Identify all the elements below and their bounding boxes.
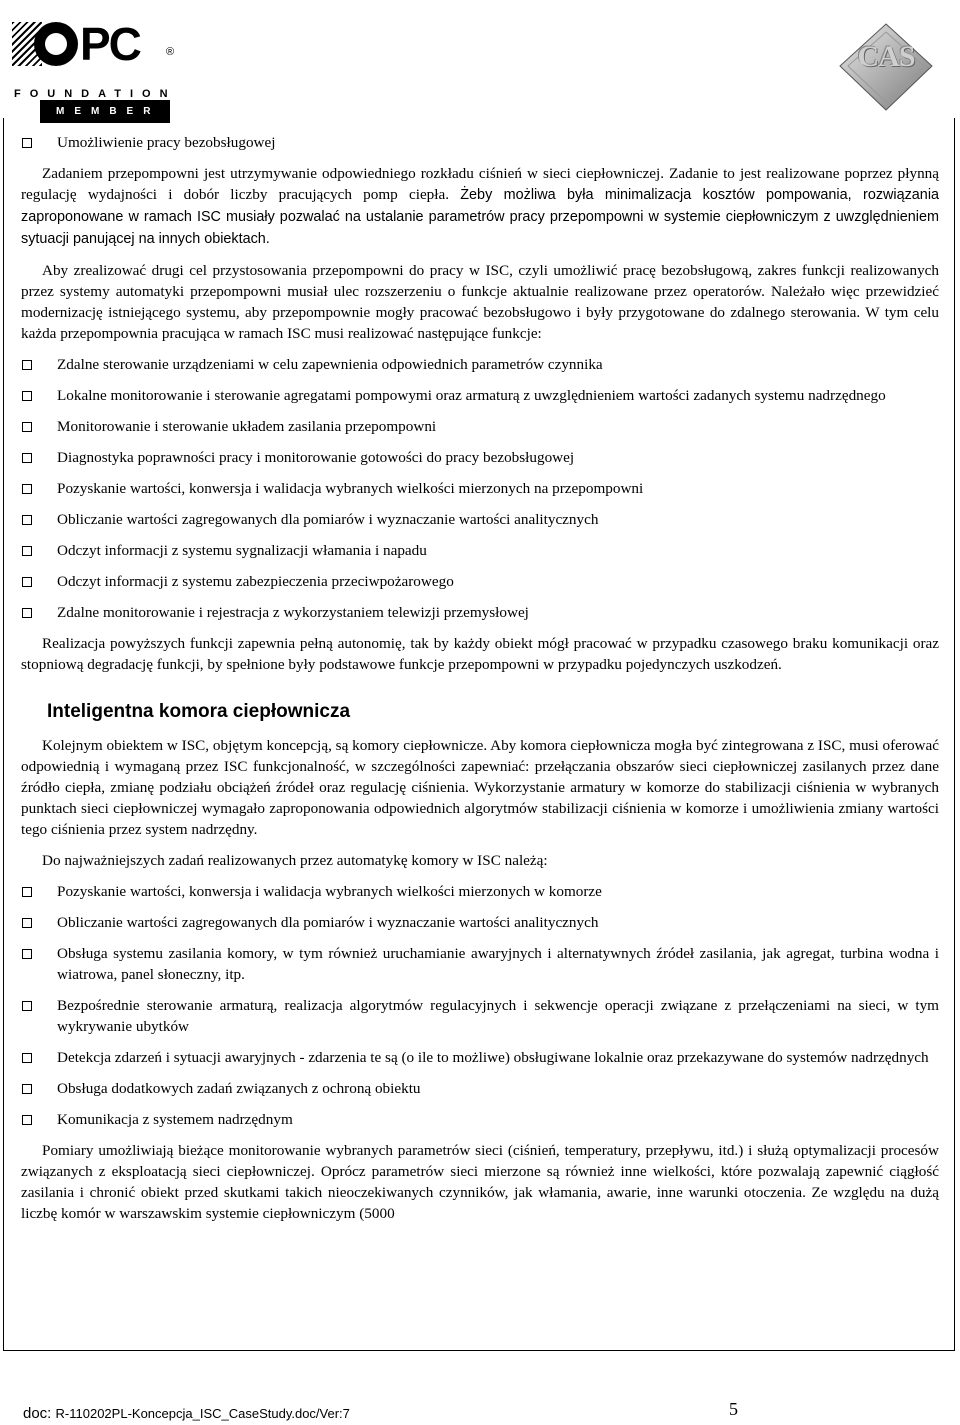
registered-mark: ® — [166, 46, 175, 58]
opc-foundation-logo — [12, 18, 177, 117]
checkbox-bullet-icon — [22, 1115, 32, 1125]
checkbox-bullet-icon — [22, 608, 32, 618]
list-item: Odczyt informacji z systemu sygnalizacji włamania i napadu — [21, 540, 939, 561]
checkbox-bullet-icon — [22, 515, 32, 525]
checkbox-bullet-icon — [22, 1084, 32, 1094]
document-body — [21, 132, 939, 1224]
list-item: Detekcja zdarzeń i sytuacji awaryjnych - zdarzenia te są (o ile to możliwe) obsługiwane lokalnie oraz przekazywane do systemów nadrzędnych — [21, 1047, 939, 1068]
list-item: Lokalne monitorowanie i sterowanie agregatami pompowymi oraz armaturą z uwzględnieniem wartości zadanych systemu nadrzędnego — [21, 385, 939, 406]
paragraph: Realizacja powyższych funkcji zapewnia pełną autonomię, tak by każdy obiekt mógł pracować w przypadku czasowego braku komunikacji oraz stopniową degradację funkcji, by spełnione były podstawowe funkcje przepompowni w przypadku pojedynczych uszkodzeń. — [21, 635, 939, 673]
section-heading: Inteligentna komora ciepłownicza — [47, 701, 351, 722]
paragraph: Kolejnym obiektem w ISC, objętym koncepcją, są komory ciepłownicze. Aby komora ciepłownicza mogła być zintegrowana z ISC, musi oferować odpowiednią i wymaganą przez ISC funkcjonalność, w szczególności zapewniać: przełączania obszarów sieci ciepłowniczej zasilanych przez dane źródło ciepła, zmianę podziału obciążeń źródeł oraz regulację ciśnienia. Wykorzystanie armatury w komorze do stabilizacji ciśnienia w wybranych punktach sieci ciepłowniczej wymagało zaproponowania odpowiednich algorytmów stabilizacji ciśnienia w komorze i umożliwienia zmiany wartości tego ciśnienia przez system nadrzędny. — [21, 737, 939, 838]
cas-logo — [836, 22, 936, 112]
opc-o-circle-icon — [34, 22, 78, 66]
checkbox-bullet-icon — [22, 453, 32, 463]
list-item: Obsługa systemu zasilania komory, w tym również uruchamianie awaryjnych i alternatywnych źródeł zasilania, jak agregat, turbina wodna i wiatrowa, panel słoneczny, itp. — [21, 943, 939, 985]
list-item: Diagnostyka poprawności pracy i monitorowanie gotowości do pracy bezobsługowej — [21, 447, 939, 468]
checkbox-bullet-icon — [22, 546, 32, 556]
page-number: 5 — [729, 1399, 738, 1419]
checkbox-bullet-icon — [22, 422, 32, 432]
list-item: Komunikacja z systemem nadrzędnym — [21, 1109, 939, 1130]
list-item: Obliczanie wartości zagregowanych dla pomiarów i wyznaczanie wartości analitycznych — [21, 912, 939, 933]
page-header — [0, 0, 960, 118]
functions-list — [21, 354, 939, 623]
checkbox-bullet-icon — [22, 484, 32, 494]
opc-foundation-text: FOUNDATION — [14, 88, 177, 100]
checkbox-bullet-icon — [22, 1001, 32, 1011]
checkbox-bullet-icon — [22, 1053, 32, 1063]
checkbox-bullet-icon — [22, 887, 32, 897]
list-item: Pozyskanie wartości, konwersja i walidacja wybranych wielkości mierzonych w komorze — [21, 881, 939, 902]
tasks-list — [21, 881, 939, 1130]
list-item: Obsługa dodatkowych zadań związanych z ochroną obiektu — [21, 1078, 939, 1099]
checkbox-bullet-icon — [22, 360, 32, 370]
list-item: Zdalne sterowanie urządzeniami w celu zapewnienia odpowiednich parametrów czynnika — [21, 354, 939, 375]
doc-filename: R-110202PL-Koncepcja_ISC_CaseStudy.doc/Ver:7 — [55, 1406, 350, 1421]
list-item: Zdalne monitorowanie i rejestracja z wykorzystaniem telewizji przemysłowej — [21, 602, 939, 623]
checkbox-bullet-icon — [22, 918, 32, 928]
opc-member-badge: MEMBER — [40, 100, 170, 123]
list-item: Monitorowanie i sterowanie układem zasilania przepompowni — [21, 416, 939, 437]
paragraph: Do najważniejszych zadań realizowanych przez automatykę komory w ISC należą: — [42, 852, 548, 869]
paragraph: Aby zrealizować drugi cel przystosowania przepompowni do pracy w ISC, czyli umożliwić pracę bezobsługową, zakres funkcji realizowanych przez systemy automatyki przepompowni musiał ulec rozszerzeniu o funkcje aktualnie realizowane przez operatorów. Należało więc przewidzieć modernizację istniejącego systemu, aby przepompownie mogły pracować bezobsługowo i były przygotowane do zdalnego sterowania. W tym celu każda przepompownia pracująca w ramach ISC musi realizować następujące funkcje: — [21, 262, 939, 342]
checkbox-bullet-icon — [22, 577, 32, 587]
list-item: Bezpośrednie sterowanie armaturą, realizacja algorytmów regulacyjnych i sekwencje operacji związane z przełączeniami na sieci, w tym wykrywanie ubytków — [21, 995, 939, 1037]
checkbox-bullet-icon — [22, 138, 32, 148]
cas-logo-text: CAS — [857, 40, 915, 73]
list-item: Pozyskanie wartości, konwersja i walidacja wybranych wielkości mierzonych na przepompowni — [21, 478, 939, 499]
paragraph: Pomiary umożliwiają bieżące monitorowanie wybranych parametrów sieci (ciśnień, temperatury, przepływu, itd.) i służą optymalizacji procesów związanych z eksploatacją sieci ciepłowniczej. Oprócz parametrów sieci mierzone są również inne wielkości, które pozwalają zapewnić ciągłość zasilania i chronić obiekt przed skutkami takich nieoczekiwanych czynników, jak włamania, awarie, inne warunki otoczenia. Ze względu na dużą liczbę komór w warszawskim systemie ciepłowniczym (5000 — [21, 1142, 939, 1222]
doc-label: doc: — [23, 1405, 52, 1422]
list-item: Obliczanie wartości zagregowanych dla pomiarów i wyznaczanie wartości analitycznych — [21, 509, 939, 530]
list-item: Umożliwienie pracy bezobsługowej — [21, 132, 939, 153]
checkbox-bullet-icon — [22, 391, 32, 401]
page-footer — [23, 1399, 933, 1424]
checkbox-bullet-icon — [22, 949, 32, 959]
list-item: Odczyt informacji z systemu zabezpieczenia przeciwpożarowego — [21, 571, 939, 592]
opc-logo-word: PC — [80, 18, 140, 70]
paragraph: Zadaniem przepompowni jest utrzymywanie odpowiedniego rozkładu ciśnień w sieci ciepłowniczej. Zadanie to jest realizowane poprzez płynną regulację wydajności i dobór liczby pracujących pomp ciepła. Żeby możliwa była minimalizacja kosztów pompowania, rozwiązania zaproponowane w ramach ISC musiały pozwalać na ustalanie parametrów pracy przepompowni w systemie ciepłowniczym z uwzględnieniem sytuacji panującej na innych obiektach. — [21, 165, 940, 247]
